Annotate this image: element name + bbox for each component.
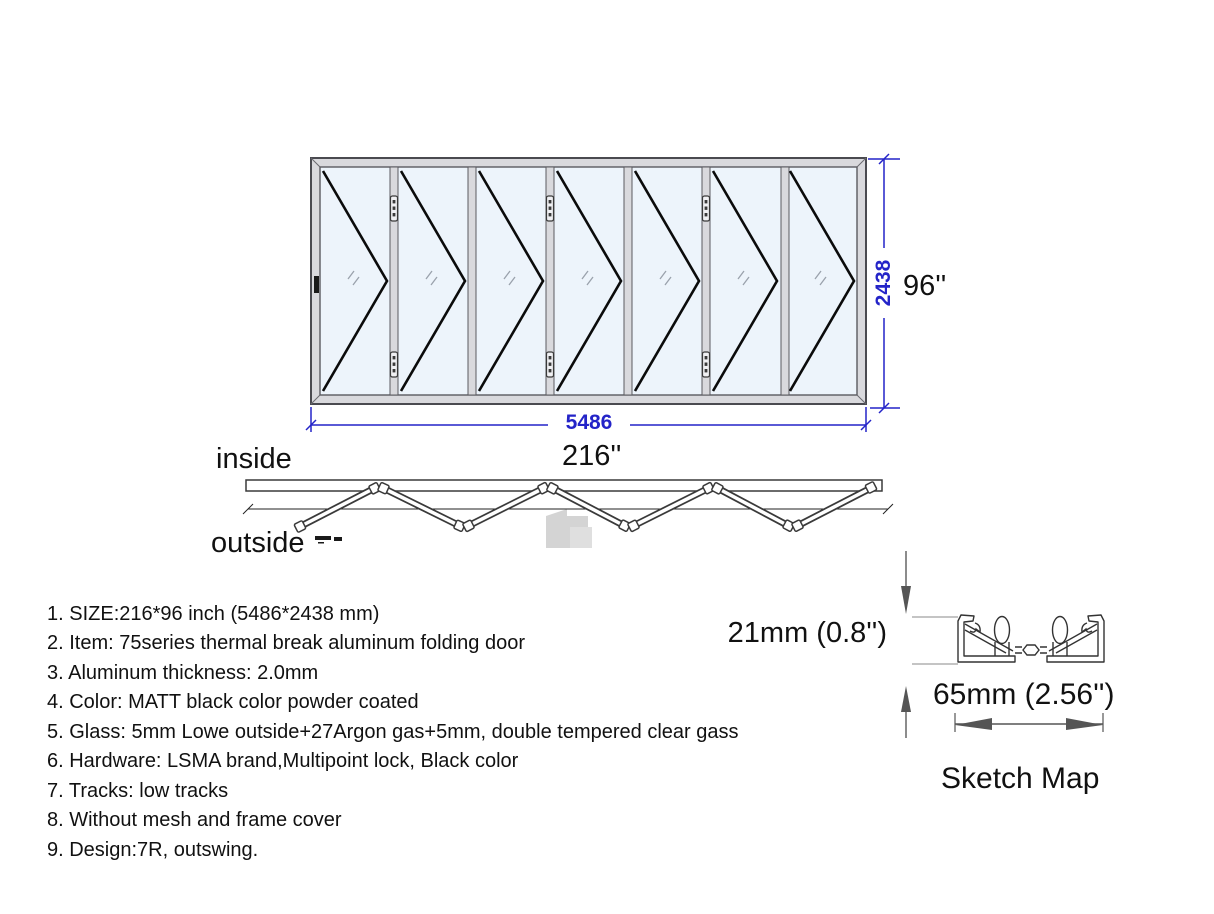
inside-label: inside <box>216 443 292 475</box>
height-inch-label: 96'' <box>903 270 947 302</box>
profile-width-label: 65mm (2.56'') <box>933 678 1115 711</box>
door-elevation <box>311 158 866 404</box>
width-arrows <box>955 713 1103 732</box>
spec-item: 4. Color: MATT black color powder coated <box>47 691 419 714</box>
height-mm-label: 2438 <box>871 248 897 318</box>
head-track <box>246 480 882 491</box>
illegible-watermark <box>315 536 342 544</box>
width-inch-label: 216'' <box>562 440 622 472</box>
spec-item: 7. Tracks: low tracks <box>47 779 229 802</box>
specification-list <box>47 600 738 865</box>
plan-view <box>243 480 893 548</box>
sketch-map-title: Sketch Map <box>941 762 1100 795</box>
profile-height-label: 21mm (0.8'') <box>727 617 887 649</box>
spec-item: 5. Glass: 5mm Lowe outside+27Argon gas+5mm, double tempered clear gass <box>47 720 739 743</box>
spec-item: 3. Aluminum thickness: 2.0mm <box>47 661 319 684</box>
door-handle <box>314 276 319 293</box>
spec-item: 6. Hardware: LSMA brand,Multipoint lock, Black color <box>47 750 519 773</box>
spec-item: 8. Without mesh and frame cover <box>47 809 342 832</box>
spec-item: 2. Item: 75series thermal break aluminum folding door <box>47 632 526 655</box>
width-mm-label: 5486 <box>548 411 630 435</box>
spec-item: 1. SIZE:216*96 inch (5486*2438 mm) <box>47 603 380 625</box>
watermark-blob <box>546 509 592 548</box>
spec-item: 9. Design:7R, outswing. <box>47 838 259 861</box>
profile-outline <box>958 615 1104 662</box>
outside-label: outside <box>211 527 305 559</box>
